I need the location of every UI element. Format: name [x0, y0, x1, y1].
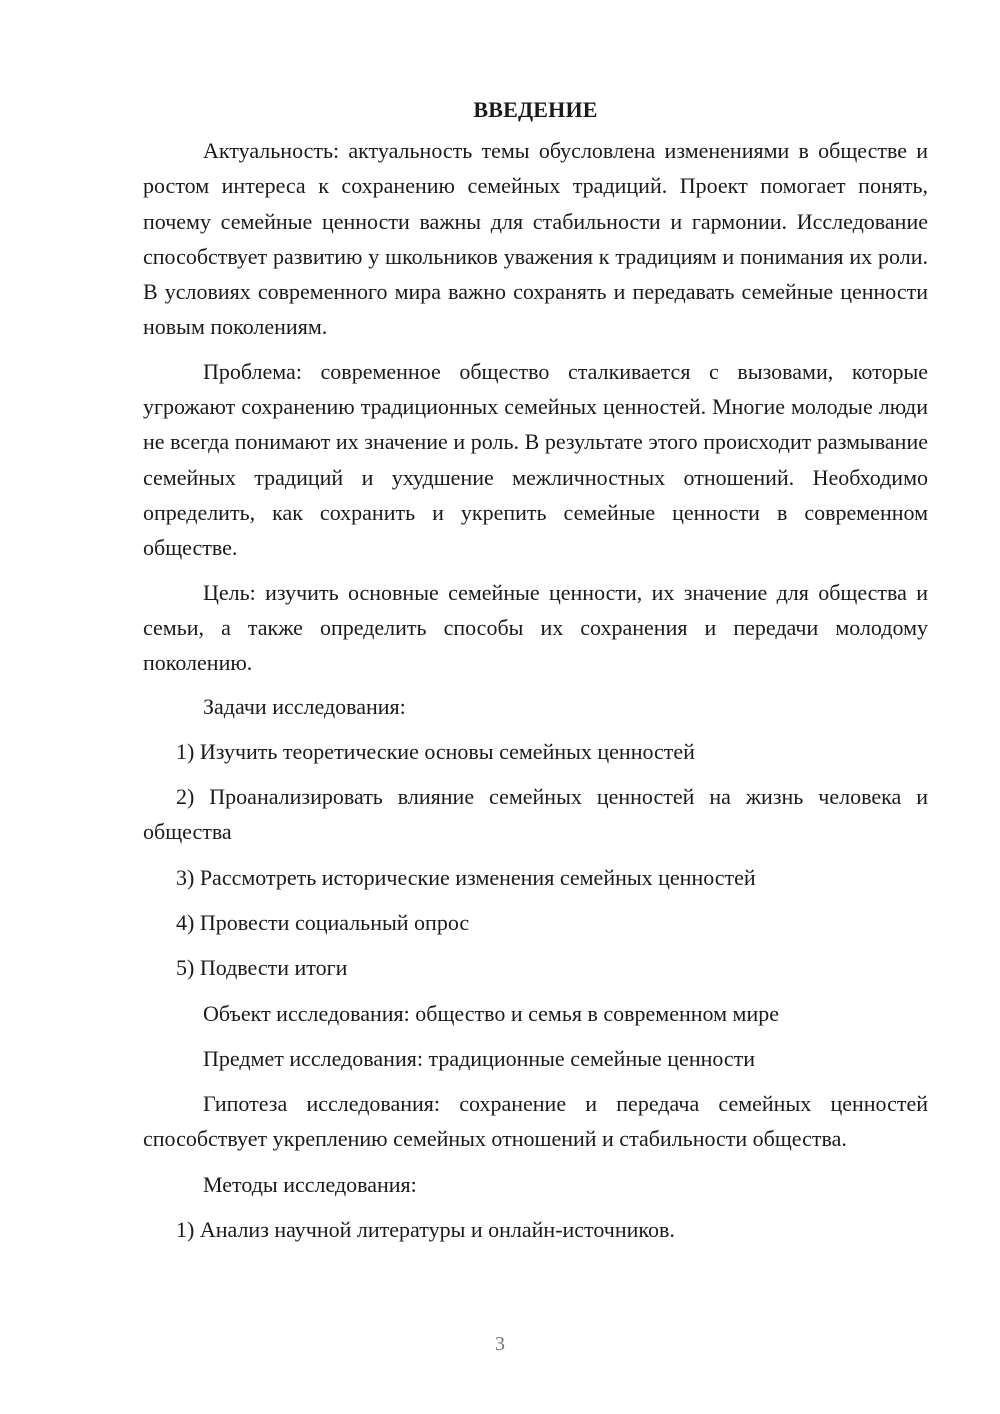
hypothesis-paragraph: Гипотеза исследования: сохранение и передача семейных ценностей способствует укреплению семейных отношений и стабильности общества. [143, 1091, 928, 1152]
method-item: 1) Анализ научной литературы и онлайн-источников. [176, 1217, 675, 1243]
task-item: 2) Проанализировать влияние семейных ценностей на жизнь человека и общества [143, 784, 928, 845]
object-paragraph: Объект исследования: общество и семья в современном мире [203, 1000, 779, 1026]
task-item: 4) Провести социальный опрос [176, 909, 470, 935]
task-item: 1) Изучить теоретические основы семейных ценностей [176, 738, 695, 764]
tasks-heading: Задачи исследования: [203, 694, 406, 720]
document-page [143, 92, 928, 1257]
page-number: 3 [495, 1333, 505, 1355]
page-title: ВВЕДЕНИЕ [473, 97, 598, 122]
task-item: 3) Рассмотреть исторические изменения семейных ценностей [176, 864, 756, 890]
problem-paragraph: Проблема: современное общество сталкивается с вызовами, которые угрожают сохранению традиционных семейных ценностей. Многие молодые люди не всегда понимают их значение и роль. В результате этого происходит размывание семейных традиций и ухудшение межличностных отношений. Необходимо определить, как сохранить и укрепить семейные ценности в современном обществе. [143, 358, 928, 561]
relevance-paragraph: Актуальность: актуальность темы обусловлена изменениями в обществе и ростом интереса к сохранению семейных традиций. Проект помогает понять, почему семейные ценности важны для стабильности и гармонии. Исследование способствует развитию у школьников уважения к традициям и понимания их роли. В условиях современного мира важно сохранять и передавать семейные ценности новым поколениям. [143, 138, 928, 340]
goal-paragraph: Цель: изучить основные семейные ценности, их значение для общества и семьи, а также определить способы их сохранения и передачи молодому поколению. [143, 579, 928, 676]
task-item: 5) Подвести итоги [176, 955, 348, 981]
methods-heading: Методы исследования: [203, 1171, 417, 1197]
subject-paragraph: Предмет исследования: традиционные семейные ценности [203, 1045, 756, 1071]
